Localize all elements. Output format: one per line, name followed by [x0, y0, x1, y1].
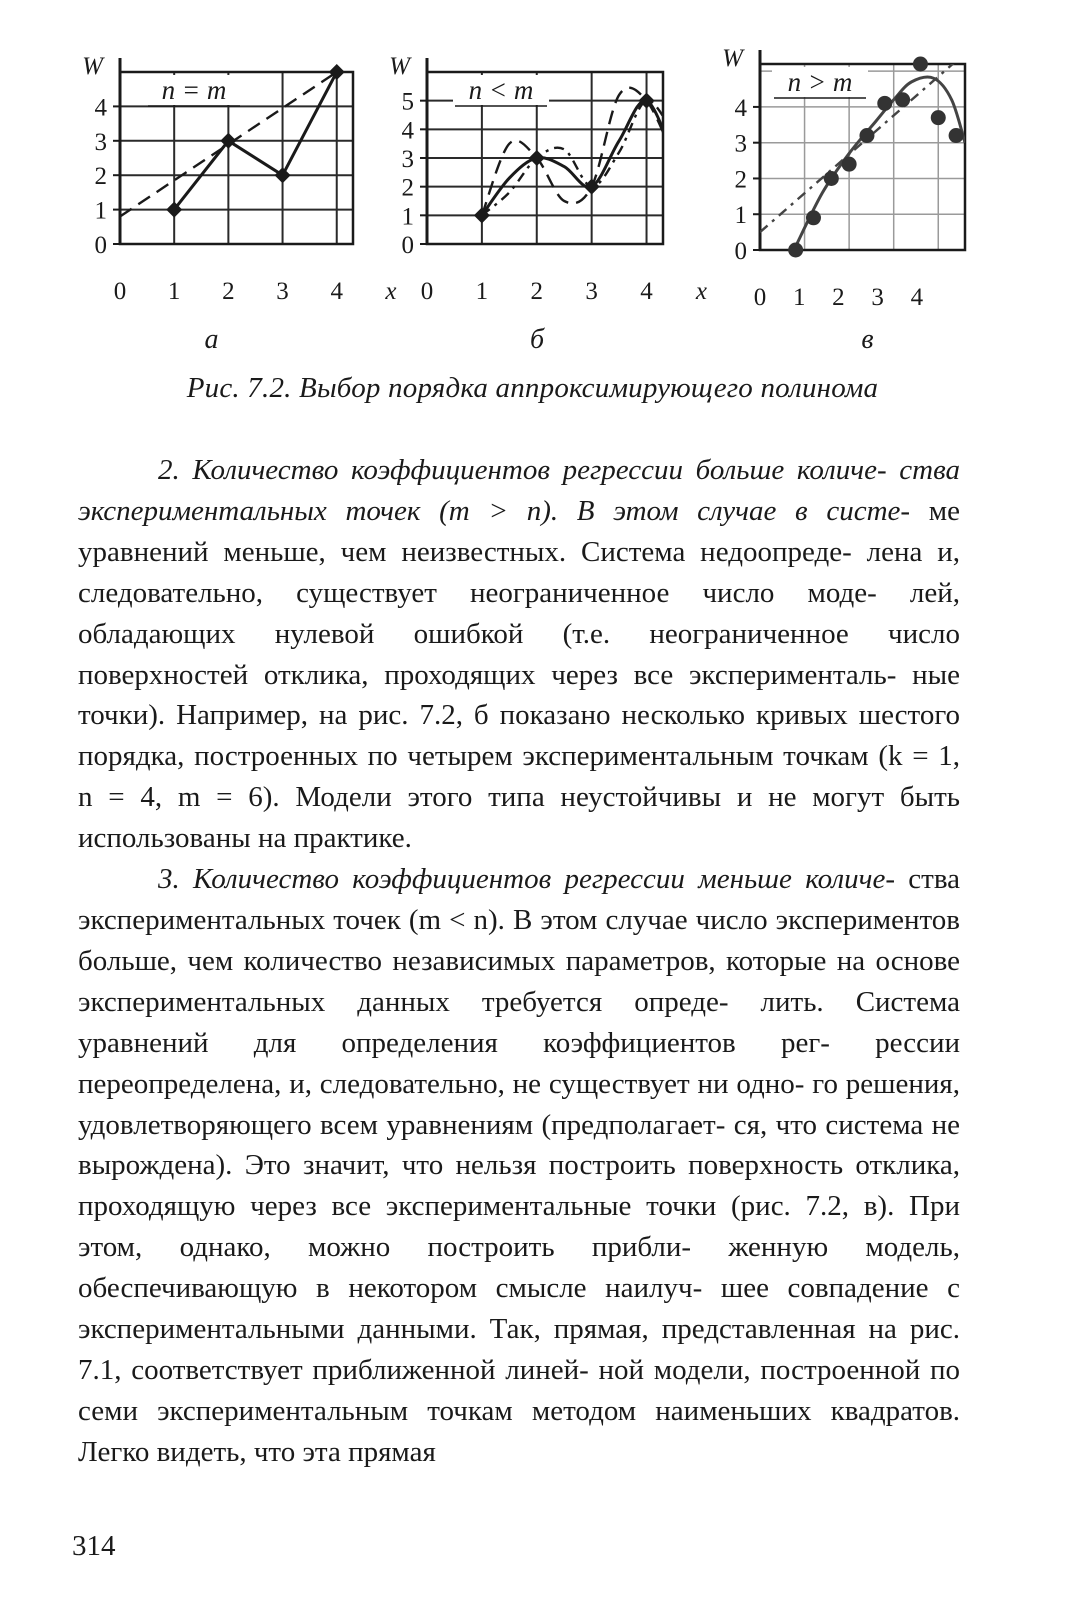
chart-panel-2 [389, 53, 707, 355]
text-line: ства экспериментальных точек (m > n). В этом случае в систе- [78, 454, 961, 527]
y-tick-label: 2 [401, 174, 414, 202]
inset-label-box [772, 67, 868, 98]
text-line: которые на основе экспериментальных данных требуется опреде- [78, 944, 961, 1018]
y-tick-label: 2 [734, 166, 747, 194]
text-line: поверхностей отклика, проходящих через все эксперименталь- [78, 658, 897, 691]
x-tick-label: 1 [167, 278, 181, 305]
text-line: ные точки). Например, на рис. 7.2, б показано несколько кривых [78, 658, 960, 732]
inset-label: n < m [468, 75, 534, 105]
x-tick-label: 2 [530, 278, 544, 305]
text-line: го решения, удовлетворяющего всем уравнениям (предполагает- [78, 1067, 960, 1141]
text-line: лей, обладающих нулевой ошибкой (т.е. неограниченное число [78, 576, 960, 650]
text-line: точкам (k = 1, n = 4, m = 6). Модели этого типа неустойчивы [78, 740, 960, 814]
text-line: 2. Количество коэффициентов регрессии больше количе- [158, 454, 887, 486]
x-tick-label: 3 [585, 278, 598, 305]
x-tick-label: x [385, 278, 397, 305]
inset-label-box [146, 75, 242, 106]
data-point [806, 210, 821, 225]
data-point [329, 64, 345, 80]
x-tick-label: 2 [832, 284, 845, 311]
data-point [275, 167, 291, 183]
x-tick-label: 4 [330, 278, 343, 305]
x-tick-label: 0 [420, 278, 434, 305]
text-line: точки (рис. 7.2, в). При этом, однако, можно построить прибли- [78, 1190, 960, 1264]
y-tick-label: 1 [94, 197, 107, 225]
x-tick-label: 0 [753, 284, 767, 311]
text-line: ся, что система не вырождена). Это значит, что нельзя построить [78, 1108, 961, 1182]
data-point [788, 243, 803, 258]
figure-caption: Рис. 7.2. Выбор порядка аппроксимирующего полинома [186, 372, 879, 404]
y-tick-label: 5 [401, 88, 414, 116]
inset-label-box [453, 75, 549, 106]
y-tick-label: 0 [734, 238, 747, 265]
y-tick-label: 4 [734, 94, 747, 122]
y-tick-label: 0 [401, 232, 414, 259]
text-line: рессии переопределена, и, следовательно, не существует ни одно- [78, 1026, 961, 1100]
data-point [859, 128, 874, 143]
page-number: 314 [72, 1530, 116, 1562]
y-tick-label: 1 [734, 202, 747, 230]
data-point [949, 128, 964, 143]
chart-panel-3 [722, 45, 965, 355]
panel-label: б [529, 324, 545, 355]
chart-panel-1 [82, 53, 396, 355]
y-tick-label: 4 [401, 117, 414, 145]
x-tick-label: 0 [113, 278, 127, 305]
figure-panels [0, 0, 1065, 370]
text-line: методом наименьших квадратов. Легко видеть, что эта прямая [78, 1394, 961, 1468]
text-line: экспериментов больше, чем количество независимых параметров, [78, 903, 960, 977]
y-tick-label: 3 [734, 130, 747, 158]
body-text [78, 450, 960, 1473]
inset-label: n = m [161, 75, 227, 105]
text-line: ной модели, построенной по семи экспериментальным точкам [78, 1353, 960, 1427]
y-axis-label: W [722, 45, 743, 72]
x-tick-label: 1 [792, 284, 806, 311]
text-line: шестого порядка, построенных по четырем экспериментальным [78, 699, 960, 773]
x-tick-label: 1 [475, 278, 489, 305]
y-tick-label: 3 [94, 128, 107, 156]
paragraph-2 [78, 450, 960, 859]
x-tick-label: x [695, 278, 707, 305]
x-tick-label: 3 [276, 278, 289, 305]
data-point [895, 92, 910, 107]
x-tick-label: 3 [871, 284, 884, 311]
panel-label: в [861, 324, 874, 355]
data-point [931, 110, 946, 125]
x-tick-label: 4 [640, 278, 653, 305]
inset-label: n > m [787, 67, 853, 97]
x-tick-label: 2 [222, 278, 235, 305]
data-point [824, 171, 839, 186]
text-line: женную модель, обеспечивающую в некотором смысле наилуч- [78, 1231, 960, 1305]
data-point [913, 57, 928, 72]
paragraph-3 [78, 859, 960, 1473]
data-point [842, 157, 857, 172]
text-line: и не могут быть использованы на практике. [78, 781, 961, 855]
y-axis-label: W [389, 53, 410, 80]
text-line: лить. Система уравнений для определения коэффициентов рег- [78, 985, 961, 1059]
text-line: 3. Количество коэффициентов регрессии меньше количе- [158, 863, 895, 896]
text-line: поверхность отклика, проходящую через все экспериментальные [78, 1149, 961, 1223]
y-tick-label: 2 [94, 163, 107, 191]
data-point [877, 96, 892, 111]
text-line: ства экспериментальных точек (m < n). В этом случае число [78, 863, 961, 936]
y-tick-label: 4 [94, 94, 107, 122]
x-tick-label: 4 [910, 284, 924, 311]
text-line: представленная на рис. 7.1, соответствует приближенной линей- [78, 1313, 960, 1386]
y-axis-label: W [82, 53, 103, 80]
y-tick-label: 1 [401, 203, 414, 231]
y-tick-label: 0 [94, 232, 107, 259]
y-tick-label: 3 [401, 146, 414, 173]
text-line: лена и, следовательно, существует неограниченное число моде- [78, 535, 960, 609]
panel-label: а [204, 324, 219, 355]
text-line: шее совпадение с экспериментальными данными. Так, прямая, [78, 1272, 960, 1346]
text-line: ме уравнений меньше, чем неизвестных. Система недоопреде- [78, 494, 960, 568]
figure-7-2 [0, 0, 1065, 420]
